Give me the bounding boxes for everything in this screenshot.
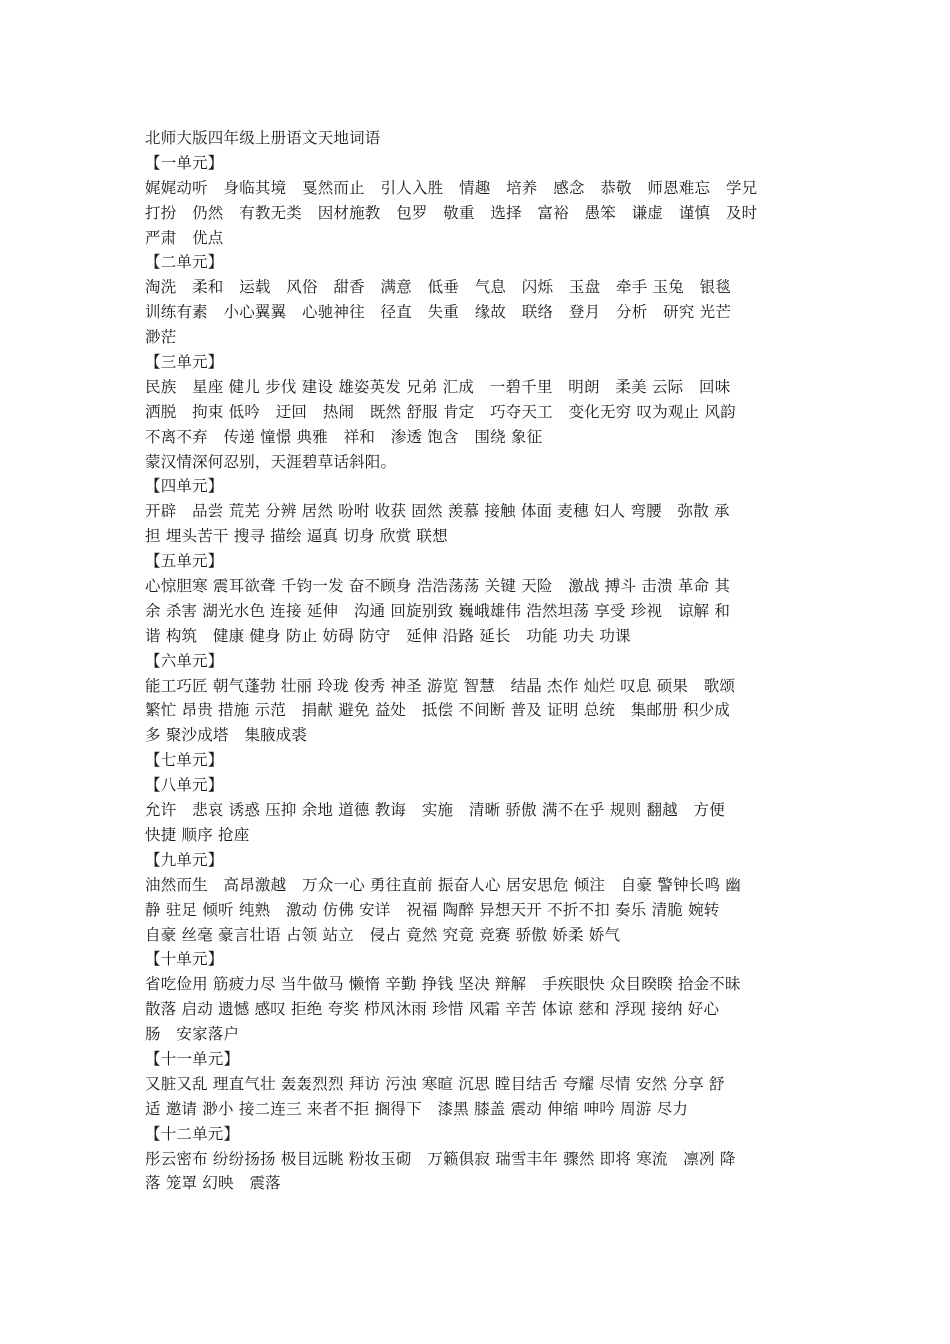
word-line: 落 笼罩 幻映 震落 [145, 1174, 281, 1193]
unit-heading: 【十单元】 [145, 950, 224, 969]
unit-heading: 【六单元】 [145, 651, 224, 670]
word-line: 省吃俭用 筋疲力尽 当牛做马 懒惰 辛勤 挣钱 坚决 辩解 手疾眼快 众目睽睽 拾金不昧 [145, 975, 741, 994]
word-line: 快捷 顺序 抢座 [145, 825, 250, 844]
word-line: 允许 悲哀 诱惑 压抑 余地 道德 教诲 实施 清晰 骄傲 满不在乎 规则 翻越 方便 [145, 801, 725, 820]
word-line: 余 杀害 湖光水色 连接 延伸 沟通 回旋别致 巍峨雄伟 浩然坦荡 享受 珍视 谅解 和 [145, 601, 731, 620]
word-line: 洒脱 拘束 低吟 迂回 热闹 既然 舒服 肯定 巧夺天工 变化无穷 叹为观止 风韵 [145, 402, 736, 421]
unit-heading: 【五单元】 [145, 552, 224, 571]
word-line: 静 驻足 倾听 纯熟 激动 仿佛 安详 祝福 陶醉 异想天开 不折不扣 奏乐 清脆 婉转 [145, 900, 720, 919]
word-line: 适 邀请 渺小 接二连三 来者不拒 搁得下 漆黑 膝盖 震动 伸缩 呻吟 周游 尽力 [145, 1099, 689, 1118]
word-line: 谐 构筑 健康 健身 防止 妨碍 防守 延伸 沿路 延长 功能 功夫 功课 [145, 626, 631, 645]
document-body [145, 126, 810, 1196]
word-line: 又脏又乱 理直气壮 轰轰烈烈 拜访 污浊 寒暄 沉思 瞠目结舌 夸耀 尽情 安然 分享 舒 [145, 1074, 725, 1093]
word-line: 多 聚沙成塔 集腋成裘 [145, 726, 308, 745]
word-line: 担 埋头苦干 搜寻 描绘 逼真 切身 欣赏 联想 [145, 527, 448, 546]
word-line: 肠 安家落户 [145, 1025, 240, 1044]
word-line: 蒙汉情深何忍别，天涯碧草话斜阳。 [145, 452, 397, 471]
word-line: 油然而生 高昂激越 万众一心 勇往直前 振奋人心 居安思危 倾注 自豪 警钟长鸣 幽 [145, 875, 741, 894]
document-title: 北师大版四年级上册语文天地词语 [145, 129, 381, 147]
unit-heading: 【三单元】 [145, 353, 224, 372]
word-line: 心惊胆寒 震耳欲聋 千钧一发 奋不顾身 浩浩荡荡 关键 天险 激战 搏斗 击溃 革命 其 [145, 577, 731, 596]
word-line: 不离不弃 传递 憧憬 典雅 祥和 渗透 饱含 围绕 象征 [145, 427, 543, 446]
unit-heading: 【七单元】 [145, 751, 224, 770]
word-line: 渺茫 [145, 328, 177, 347]
unit-heading: 【十二单元】 [145, 1124, 240, 1143]
word-line: 娓娓动听 身临其境 戛然而止 引人入胜 情趣 培养 感念 恭敬 师恩难忘 学兄 [145, 178, 758, 197]
unit-heading: 【四单元】 [145, 477, 224, 496]
word-line: 繁忙 昂贵 措施 示范 捐献 避免 益处 抵偿 不间断 普及 证明 总统 集邮册 积少成 [145, 701, 731, 720]
word-line: 彤云密布 纷纷扬扬 极目远眺 粉妆玉砌 万籁俱寂 瑞雪丰年 骤然 即将 寒流 凛冽 降 [145, 1149, 736, 1168]
word-line: 严肃 优点 [145, 228, 224, 247]
unit-heading: 【九单元】 [145, 850, 224, 869]
unit-heading: 【一单元】 [145, 153, 224, 172]
word-line: 开辟 品尝 荒芜 分辨 居然 吩咐 收获 固然 羡慕 接触 体面 麦穗 妇人 弯腰 弥散 承 [145, 502, 730, 521]
word-line: 能工巧匠 朝气蓬勃 壮丽 玲珑 俊秀 神圣 游览 智慧 结晶 杰作 灿烂 叹息 硕果 歌颂 [145, 676, 736, 695]
word-line: 自豪 丝毫 豪言壮语 占领 站立 侵占 竟然 究竟 竞赛 骄傲 娇柔 娇气 [145, 925, 621, 944]
unit-heading: 【十一单元】 [145, 1049, 240, 1068]
word-line: 淘洗 柔和 运载 风俗 甜香 满意 低垂 气息 闪烁 玉盘 牵手 玉兔 银毯 [145, 278, 732, 297]
unit-heading: 【八单元】 [145, 776, 224, 795]
unit-heading: 【二单元】 [145, 253, 224, 272]
word-line: 民族 星座 健儿 步伐 建设 雄姿英发 兄弟 汇成 一碧千里 明朗 柔美 云际 回味 [145, 377, 731, 396]
word-line: 打扮 仍然 有教无类 因材施教 包罗 敬重 选择 富裕 愚笨 谦虚 谨慎 及时 [145, 203, 758, 222]
word-line: 散落 启动 遗憾 感叹 拒绝 夸奖 栉风沐雨 珍惜 风霜 辛苦 体谅 慈和 浮现 接纳 好心 [145, 1000, 720, 1019]
word-line: 训练有素 小心翼翼 心驰神往 径直 失重 缘故 联络 登月 分析 研究 光芒 [145, 303, 732, 322]
